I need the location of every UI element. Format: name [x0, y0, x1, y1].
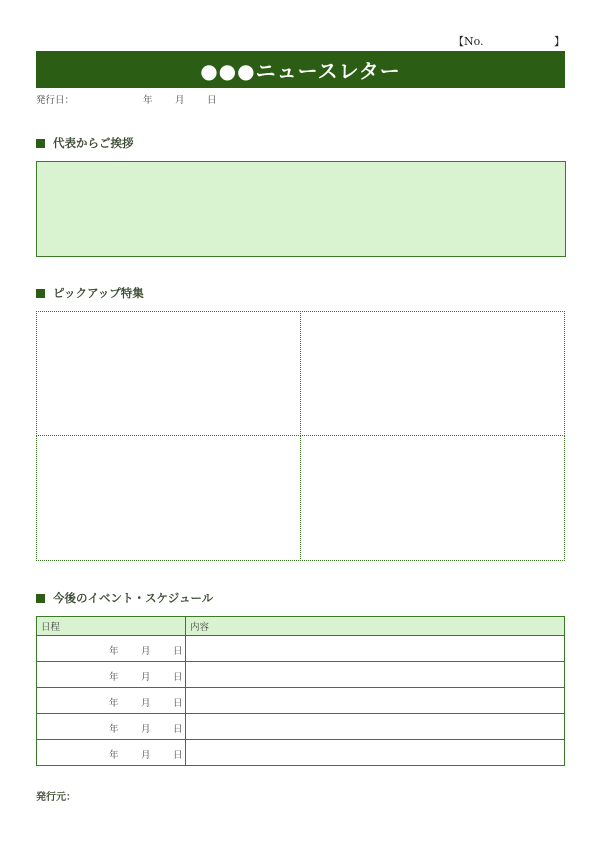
greeting-text-box[interactable] — [36, 161, 566, 257]
pickup-cell-bottom-right[interactable] — [300, 435, 565, 561]
schedule-month: 月 — [141, 724, 151, 735]
schedule-date-cell[interactable] — [37, 636, 186, 662]
schedule-header-row — [37, 617, 565, 636]
issue-date-day: 日 — [207, 95, 217, 106]
schedule-date-cell[interactable] — [37, 714, 186, 740]
schedule-year: 年 — [109, 646, 119, 657]
schedule-content-cell[interactable] — [186, 636, 565, 662]
schedule-month: 月 — [141, 672, 151, 683]
section-heading-pickup-text: ピックアップ特集 — [53, 286, 144, 300]
schedule-date-cell[interactable] — [37, 740, 186, 766]
schedule-year: 年 — [109, 750, 119, 761]
issue-number-open: 【No. — [453, 35, 484, 48]
schedule-date-cell[interactable] — [37, 662, 186, 688]
schedule-header-date: 日程 — [37, 617, 186, 636]
pickup-cell-top-left[interactable] — [36, 311, 301, 436]
schedule-content-cell[interactable] — [186, 714, 565, 740]
newsletter-title: ●●●ニュースレター — [200, 59, 401, 83]
schedule-month: 月 — [141, 646, 151, 657]
section-bullet-icon — [36, 139, 45, 148]
schedule-content-cell[interactable] — [186, 740, 565, 766]
schedule-table — [36, 616, 565, 766]
schedule-content-cell[interactable] — [186, 688, 565, 714]
section-heading-schedule-text: 今後のイベント・スケジュール — [53, 591, 214, 605]
schedule-day: 日 — [173, 750, 183, 761]
schedule-content-cell[interactable] — [186, 662, 565, 688]
section-bullet-icon — [36, 289, 45, 298]
section-bullet-icon — [36, 594, 45, 603]
section-heading-pickup — [36, 285, 144, 301]
table-row — [37, 714, 565, 740]
issue-date-line — [36, 92, 336, 106]
schedule-year: 年 — [109, 672, 119, 683]
table-row — [37, 688, 565, 714]
issue-number-close: 】 — [554, 35, 565, 48]
table-row — [37, 636, 565, 662]
issue-date-year: 年 — [143, 95, 153, 106]
publisher-label: 発行元： — [36, 792, 76, 803]
schedule-date-cell[interactable] — [37, 688, 186, 714]
pickup-feature-grid — [36, 311, 565, 561]
pickup-cell-bottom-left[interactable] — [36, 435, 301, 561]
pickup-cell-top-right[interactable] — [300, 311, 565, 436]
issue-date-month: 月 — [175, 95, 185, 106]
schedule-month: 月 — [141, 698, 151, 709]
schedule-day: 日 — [173, 646, 183, 657]
schedule-day: 日 — [173, 672, 183, 683]
section-heading-greeting-text: 代表からご挨拶 — [53, 136, 134, 150]
newsletter-title-bar — [36, 51, 565, 88]
section-heading-greeting — [36, 135, 134, 151]
issue-date-label: 発行日： — [36, 95, 75, 106]
section-heading-schedule — [36, 590, 213, 606]
table-row — [37, 740, 565, 766]
issue-number-label — [453, 33, 565, 49]
schedule-month: 月 — [141, 750, 151, 761]
schedule-year: 年 — [109, 724, 119, 735]
table-row — [37, 662, 565, 688]
schedule-year: 年 — [109, 698, 119, 709]
schedule-header-content: 内容 — [186, 617, 565, 636]
schedule-day: 日 — [173, 724, 183, 735]
schedule-day: 日 — [173, 698, 183, 709]
